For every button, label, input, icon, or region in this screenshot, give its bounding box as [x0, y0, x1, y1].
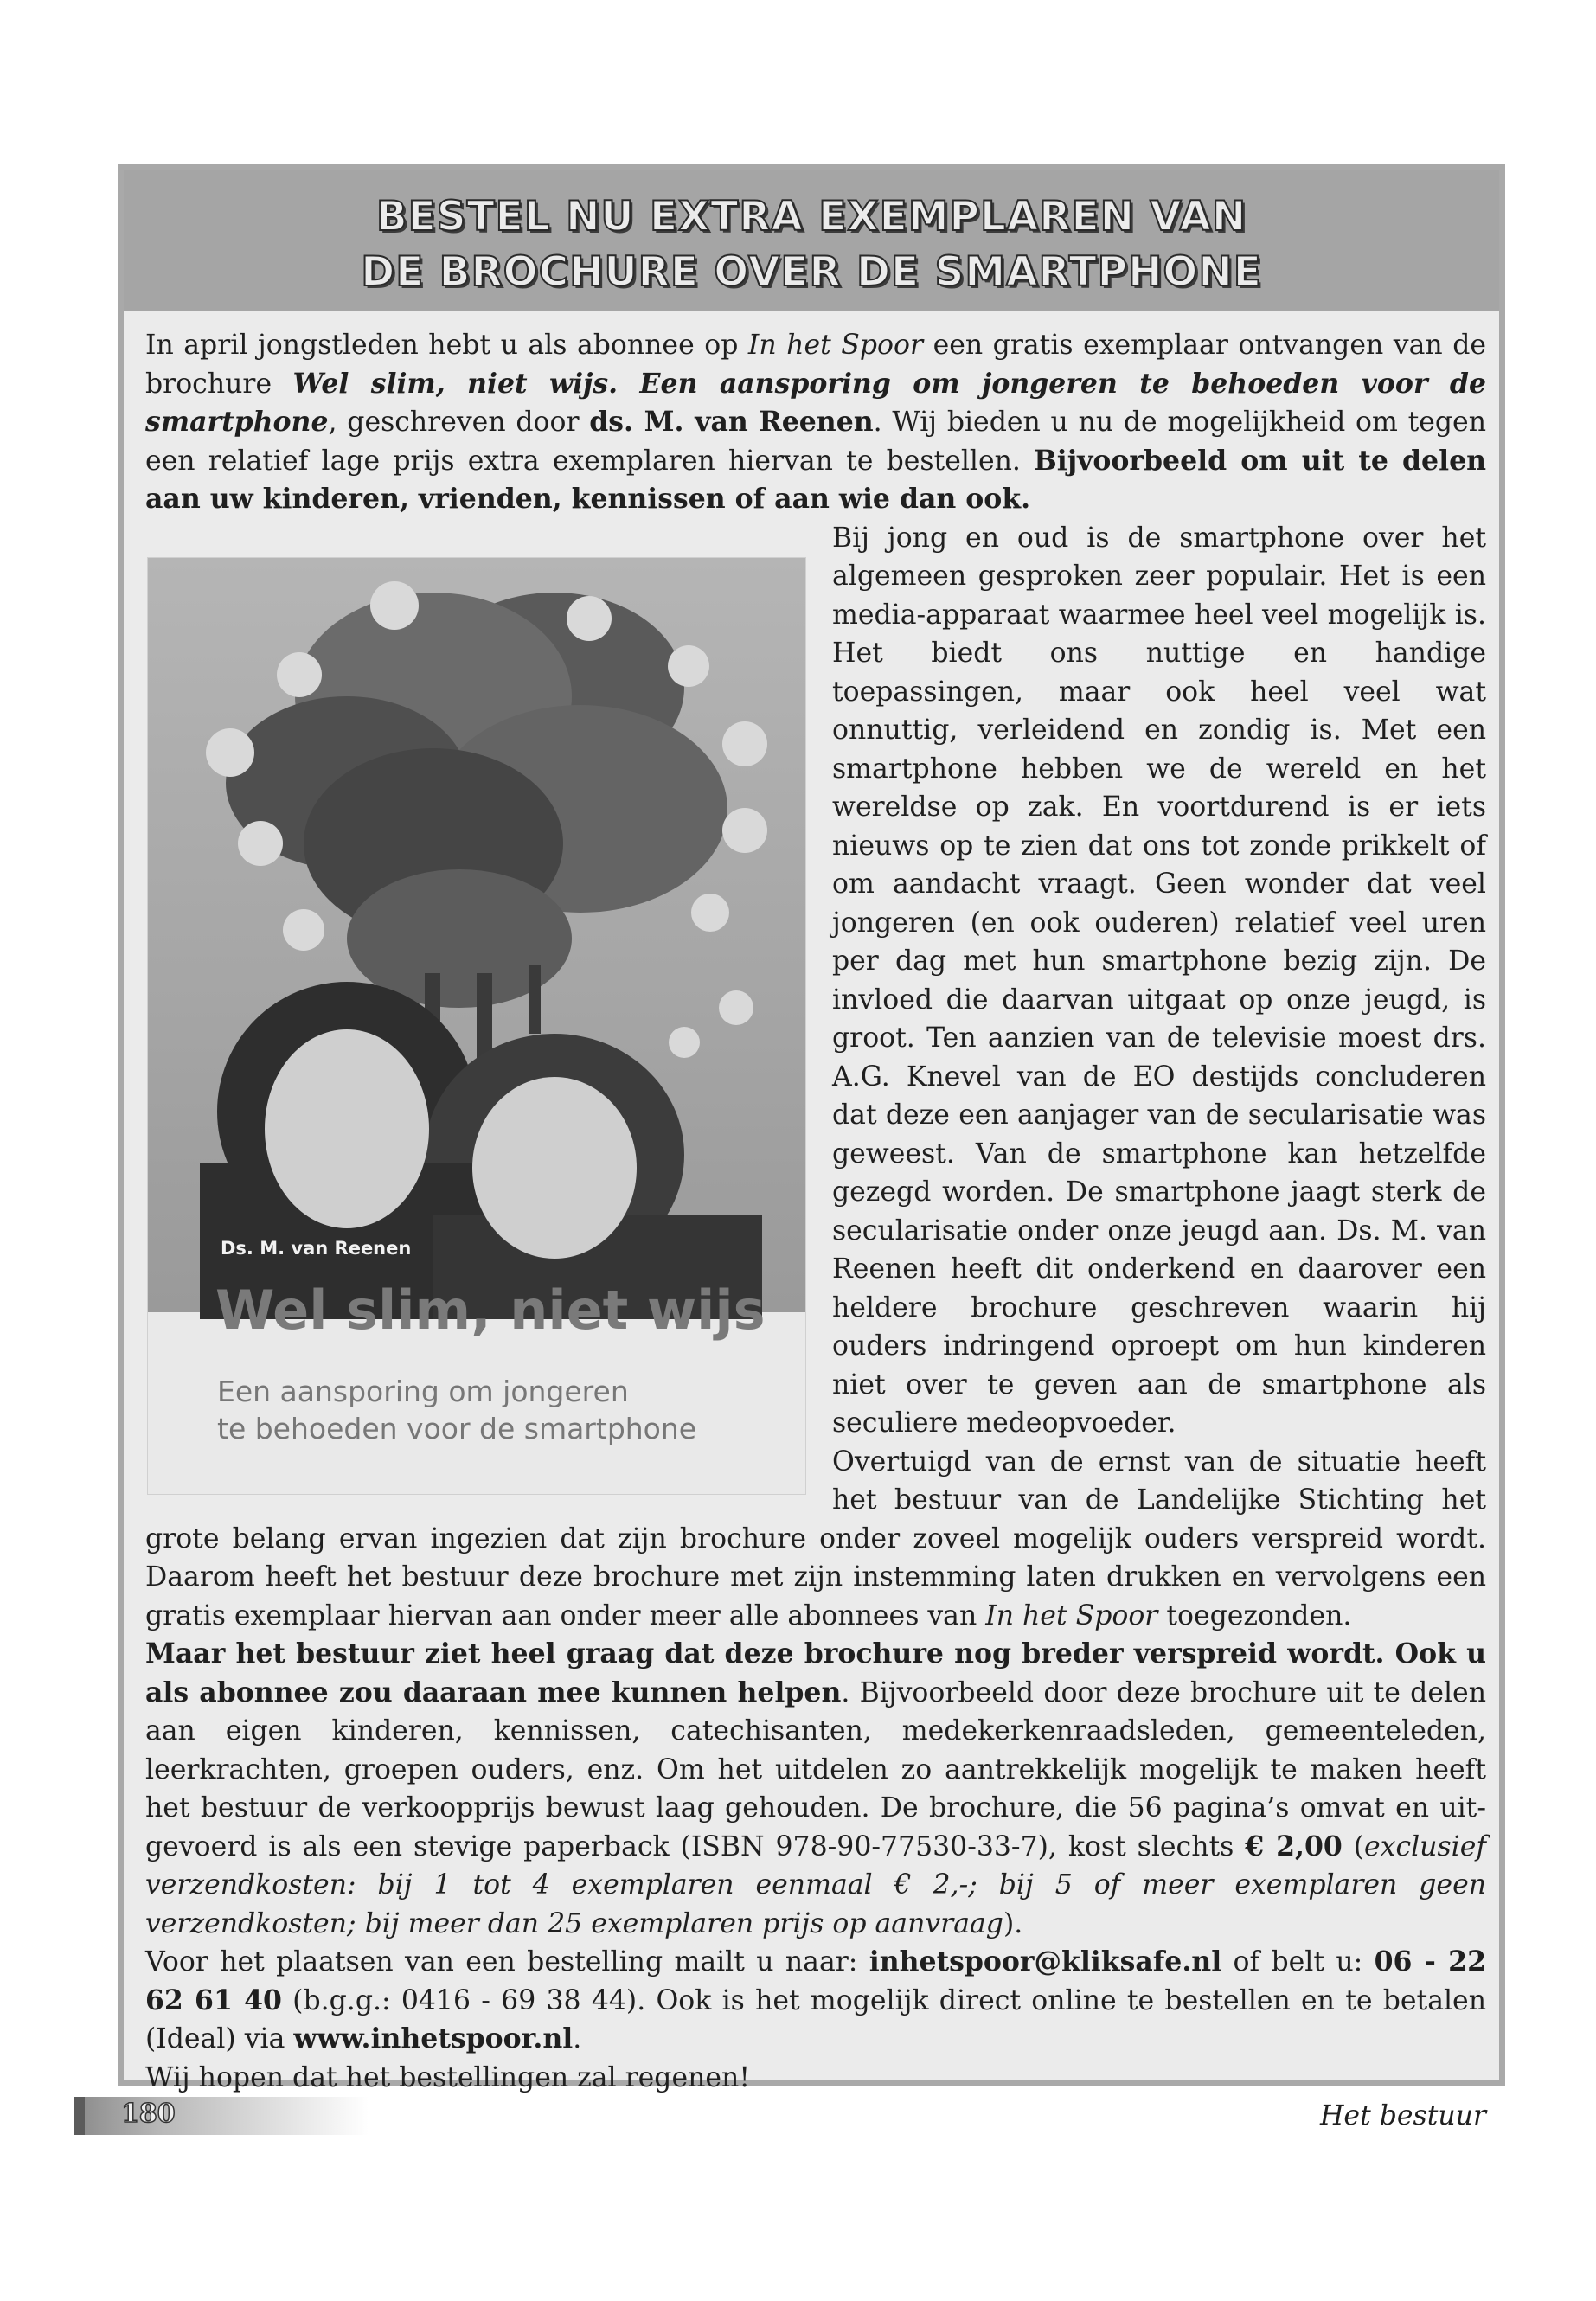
closing-paragraph: Wij hopen dat het bestellingen zal regenen! [145, 2061, 750, 2093]
email-link[interactable]: inhetspoor@kliksafe.nl [869, 1945, 1222, 1977]
cover-author: Ds. M. van Reenen [221, 1237, 412, 1259]
cover-subtitle: Een aansporing om jongeren te behoeden voor de smartphone [217, 1374, 697, 1445]
website-link[interactable]: www.inhetspoor.nl [293, 2022, 574, 2054]
cover-illustration [148, 558, 805, 1312]
title-line-1: BESTEL NU EXTRA EXEMPLAREN VAN [375, 193, 1247, 240]
article-header [124, 170, 1499, 311]
body-paragraph: Maar het bestuur ziet heel graag dat deze brochure nog breder verspreid wordt. Ook u als abonnee zou daaraan mee kunnen helpen. Bijvoorbeeld door deze brochure uit te delen aan eigen kinderen, kennissen, catechisanten, medekerkenraadsleden, gemeenteleden, leerkrachten, groepen ouders, enz. Om het uitdelen zo aantrekkelijk mogelijk te maken heeft het bestuur de verkoopprijs bewust laag gehouden. De brochure, die 56 pagina’s omvat en uitgevoerd is als een stevige paperback (ISBN 978-90-77530-33-7), kost slechts € 2,00 (exclusief verzendkosten: bij 1 tot 4 exemplaren eenmaal € 2,-; bij 5 of meer exemplaren geen verzendkosten; bij meer dan 25 exemplaren prijs op aanvraag). [145, 1638, 1486, 1939]
cover-title: Wel slim, niet wijs [215, 1278, 766, 1342]
body-paragraph: Overtuigd van de ernst van de situatie heeft het bestuur van de Landelijke Stichting het grote belang ervan ingezien dat zijn brochure onder zoveel mogelijk ouders verspreid wordt. Daarom heeft het bestuur deze brochure met zijn instemming laten drukken en vervolgens een gratis exemplaar hiervan aan onder meer alle abonnees van In het Spoor toegezonden. [145, 1445, 1486, 1631]
title-line-2: DE BROCHURE OVER DE SMARTPHONE [361, 248, 1262, 296]
body-paragraph: Bij jong en oud is de smartphone over het algemeen gesproken zeer populair. Het is een media-apparaat waarmee heel veel mogelijk is. Het biedt ons nuttige en handige toepassingen, maar ook heel veel wat onnuttig, verleidend en zondig is. Met een smartphone hebben we de wereld en het wereldse op zak. En voortdurend is er iets nieuws op te zien dat ons tot zonde prikkelt of om aandacht vraagt. Geen wonder dat veel jongeren (en ook ouderen) relatief veel uren per dag met hun smartphone bezig zijn. De invloed die daarvan uitgaat op onze jeugd, is groot. Ten aanzien van de televisie moest drs. A.G. Knevel van de EO destijds concluderen dat deze een aanjager van de secularisatie was geweest. Van de smartphone kan hetzelfde gezegd worden. De smartphone jaagt sterk de secularisatie onder onze jeugd aan. Ds. M. van Reenen heeft dit onderkend en daarover een heldere brochure geschreven waarin hij ouders indringend oproept om hun kinderen niet over te geven aan de smartphone als seculiere medeopvoeder. [832, 522, 1486, 1439]
page-number: 180 [121, 2099, 176, 2129]
article-body [145, 326, 1486, 2136]
brochure-cover-image [147, 557, 806, 1495]
intro-paragraph: In april jongstleden hebt u als abonnee op In het Spoor een gratis exemplaar ontvangen van de brochure Wel slim, niet wijs. Een aansporing om jongeren te behoeden voor de smartphone, geschreven door ds. M. van Reenen. Wij bieden u nu de mogelijkheid om tegen een relatief lage prijs extra exemplaren hiervan te bestellen. Bijvoorbeeld om uit te delen aan uw kinderen, vrienden, kennissen of aan wie dan ook. [145, 330, 1487, 515]
page-number-tab [74, 2097, 369, 2135]
page-number-bar [74, 2097, 85, 2135]
order-paragraph: Voor het plaatsen van een bestelling mailt u naar: inhetspoor@kliksafe.nl of belt u: 06 - 22 62 61 40 (b.g.g.: 0416 - 69 38 44). Ook is het mogelijk direct online te bestellen en te betalen (Ideal) via www.inhetspoor.nl. [145, 1945, 1486, 2054]
phone-number: 06 - 22 62 61 40 [145, 1945, 1486, 2016]
signature: Het bestuur [1319, 2100, 1486, 2131]
